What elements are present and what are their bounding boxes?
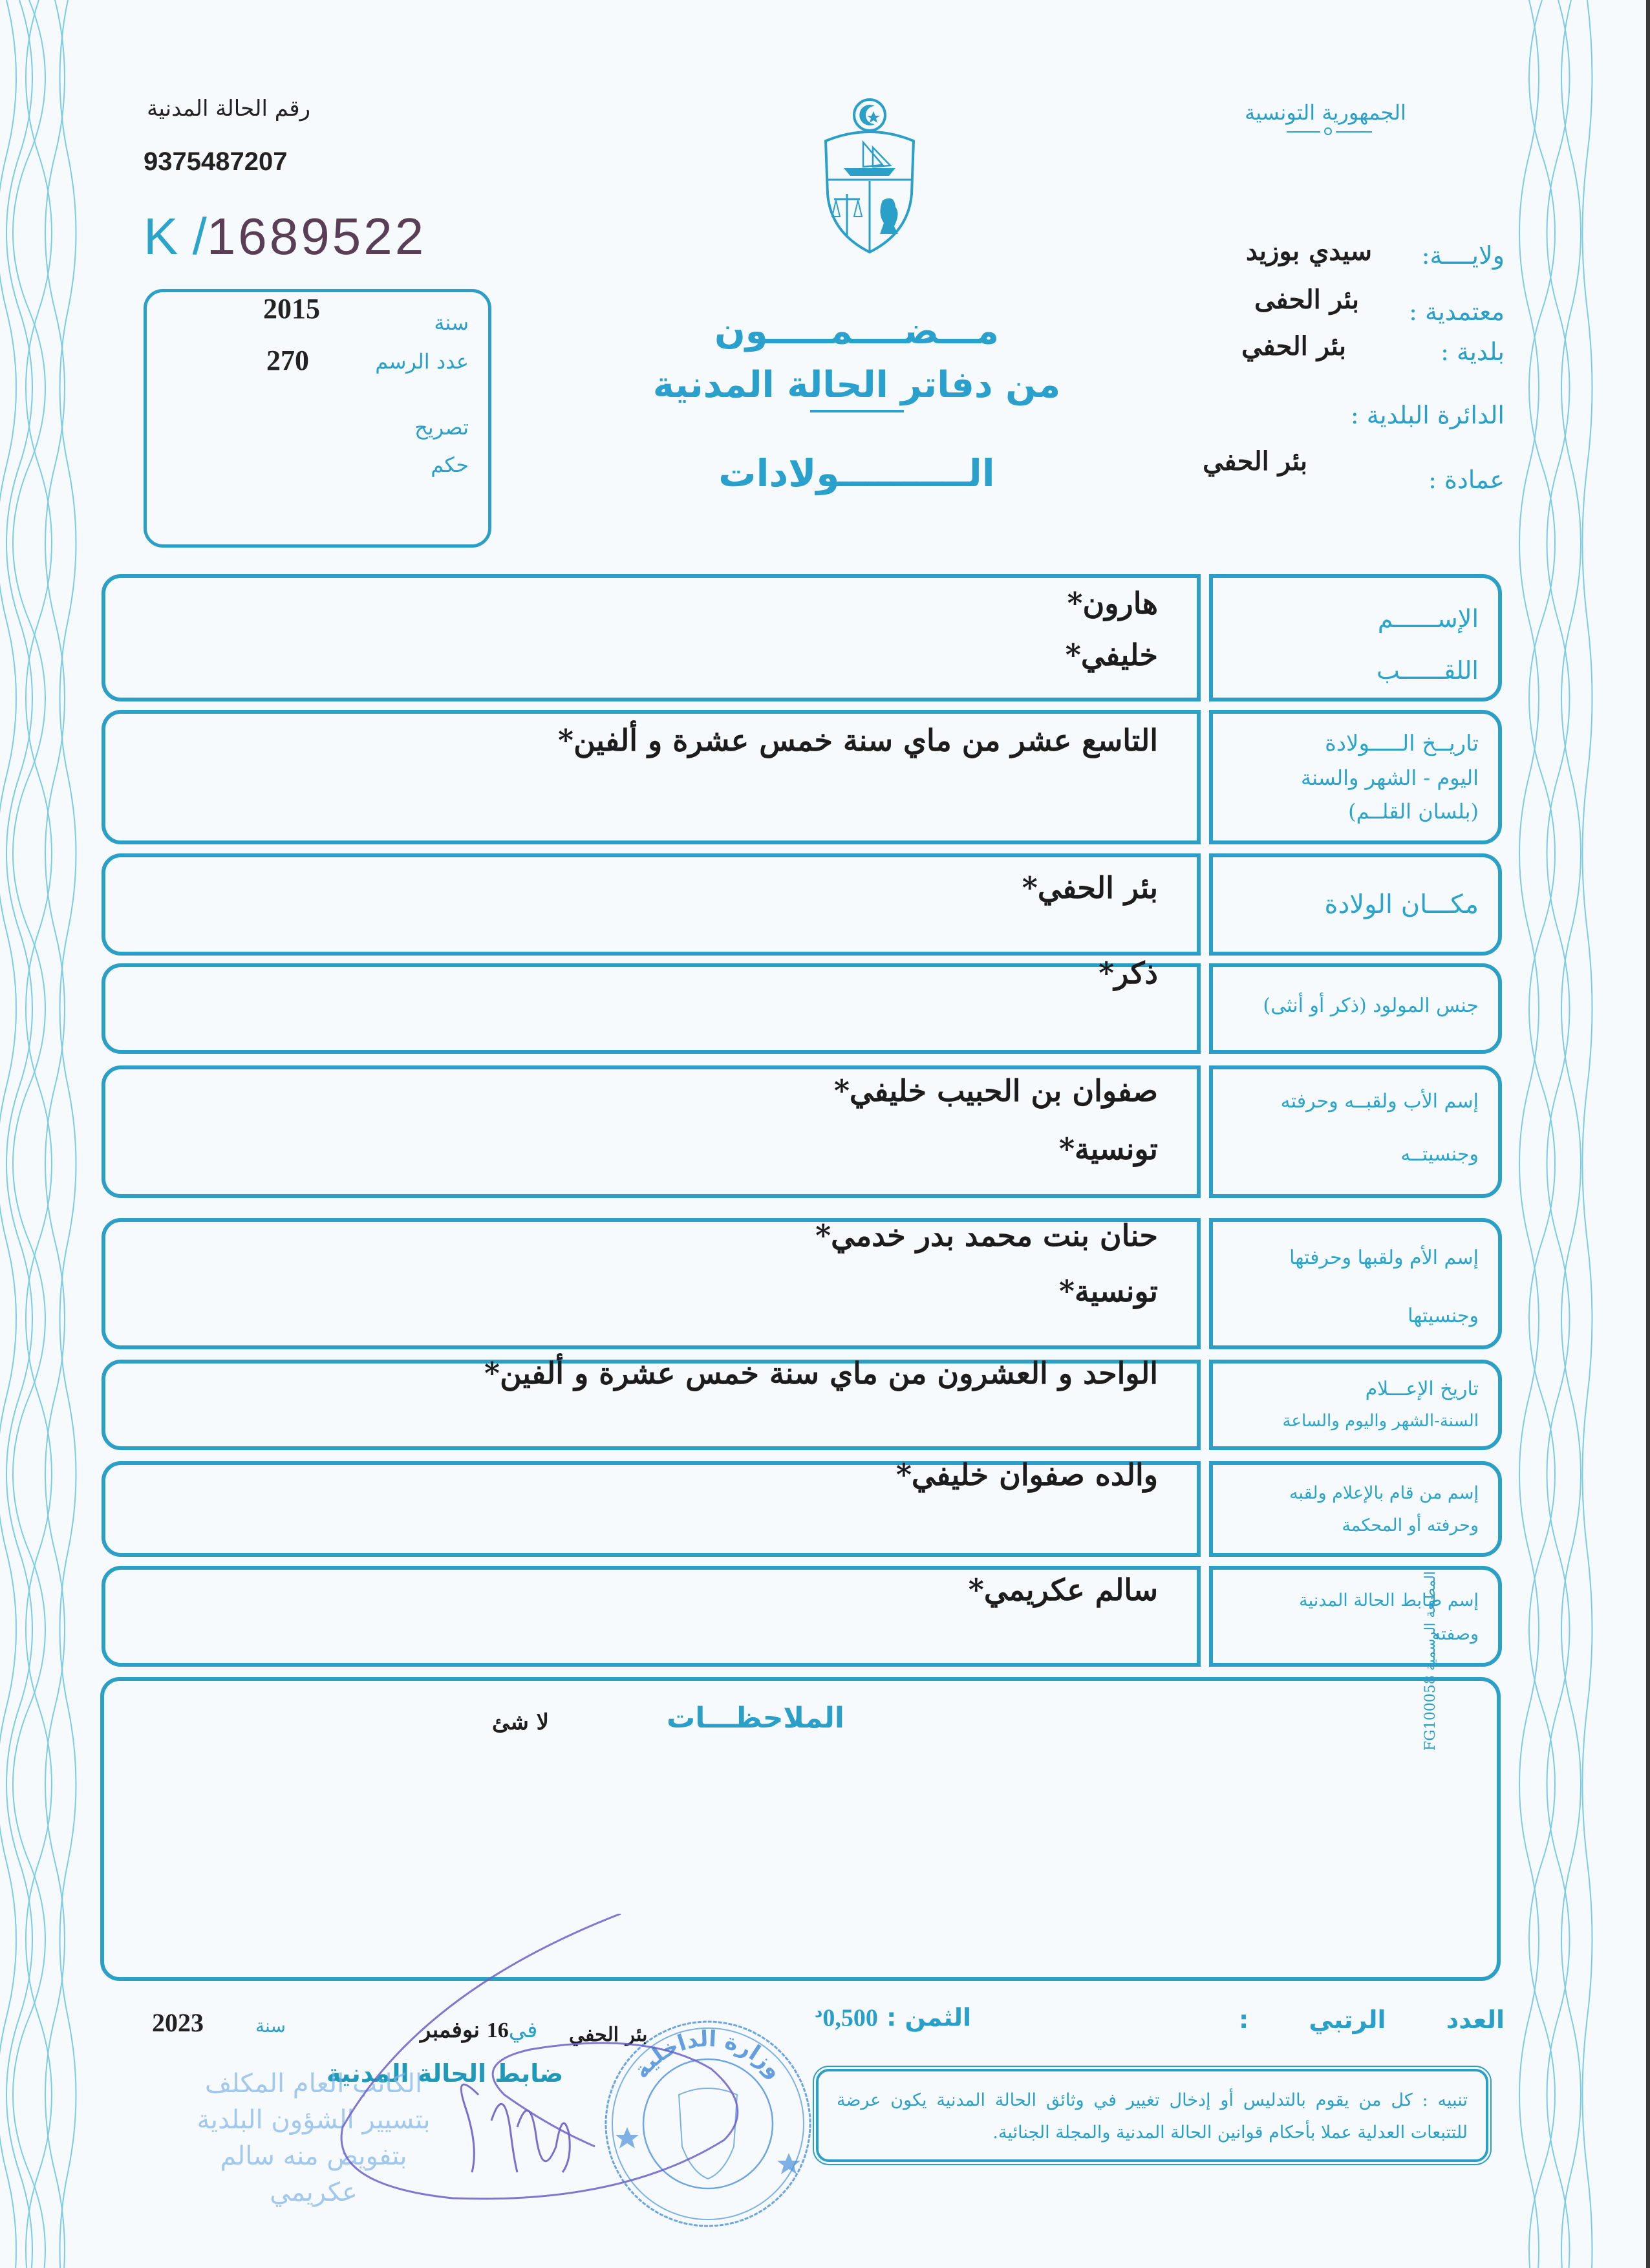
left-guilloche-border	[0, 0, 84, 2268]
declarant-value: والده صفوان خليفي*	[895, 1457, 1158, 1492]
mother-nationality-label: وجنسيتها	[1408, 1305, 1479, 1327]
mother-label: إسم الأم ولقبها وحرفتها	[1289, 1246, 1479, 1269]
row-officer-value-box	[102, 1566, 1201, 1667]
serial-number	[144, 207, 426, 266]
row-name-label-box	[1209, 574, 1502, 701]
row-declaration-date-label-box	[1209, 1360, 1502, 1450]
issue-year-label: سنة	[255, 2015, 286, 2037]
surname-label: اللقــــــب	[1376, 656, 1479, 685]
registry-year-label: سنة	[434, 310, 469, 335]
declarant-sublabel: وحرفته أو المحكمة	[1342, 1515, 1479, 1535]
sector-value: بئر الحفي	[1203, 446, 1307, 476]
serial-order-label: العدد الرتبي :	[1238, 2006, 1505, 2034]
municipality-label: بلدية :	[1441, 337, 1505, 366]
civil-status-number-label: رقم الحالة المدنية	[147, 96, 310, 122]
currency: د	[815, 2003, 823, 2021]
row-declarant-label-box	[1209, 1461, 1502, 1557]
warning-box	[816, 2069, 1488, 2162]
registry-box	[144, 289, 491, 548]
sector-label: عمادة :	[1428, 465, 1505, 494]
remarks-value: لا شئ	[492, 1709, 550, 1735]
declaration-date-value: الواحد و العشرون من ماي سنة خمس عشرة و ألفين*	[484, 1356, 1158, 1391]
row-sex-label-box	[1209, 963, 1502, 1054]
registry-year-value: 2015	[263, 293, 320, 325]
officer-title: ضابط الحالة المدنية	[327, 2059, 564, 2088]
printer-code: المطبعة الرسمية FG100058	[1422, 1571, 1439, 1751]
registry-declaration-label: تصريح	[414, 415, 469, 440]
mother-name-value: حنان بنت محمد بدر خدمي*	[815, 1218, 1158, 1253]
birth-date-sublabel: اليوم - الشهر والسنة	[1300, 765, 1479, 790]
officer-sublabel: وصفته	[1431, 1624, 1479, 1644]
authorization-stamp: الكاتب العام المكلف بتسيير الشؤون البلدية بتفويض منه سالم عكريمي	[197, 2069, 431, 2207]
title-line-1: مـــضــــمـــــون	[714, 310, 999, 352]
governorate-label: ولايــــة:	[1421, 241, 1505, 270]
issue-month: نوفمبر	[420, 2017, 480, 2043]
father-label: إسم الأب ولقبــه وحرفته	[1280, 1090, 1479, 1113]
father-nationality-label: وجنسيتــه	[1400, 1143, 1479, 1166]
birth-place-label: مكـــان الولادة	[1324, 890, 1479, 919]
scan-edge	[1646, 0, 1650, 2268]
serial-prefix: K /	[144, 208, 207, 265]
price-value: 0,500	[822, 2004, 878, 2032]
title-line-2: من دفاتر الحالة المدنية	[652, 364, 1061, 406]
declaration-date-sublabel: السنة-الشهر واليوم والساعة	[1282, 1411, 1479, 1431]
row-birth-place-label-box	[1209, 853, 1502, 956]
title-underline	[810, 410, 904, 412]
registry-record-number-label: عدد الرسم	[375, 349, 469, 374]
row-sex-value-box	[102, 956, 1201, 1054]
on-label: في	[508, 2017, 538, 2043]
declarant-label: إسم من قام بالإعلام ولقبه	[1289, 1483, 1479, 1503]
row-declaration-date-value-box	[102, 1356, 1201, 1450]
registry-record-number-value: 270	[266, 345, 309, 376]
father-name-value: صفوان بن الحبيب خليفي*	[833, 1073, 1158, 1108]
coat-of-arms-icon	[818, 97, 921, 259]
ministry-stamp-text: وزارة الداخلية	[628, 2026, 788, 2084]
republic-ornament	[1287, 127, 1372, 136]
price-label: الثمن :	[886, 2003, 971, 2032]
title-line-3: الــــــــــولادات	[718, 451, 995, 495]
first-name-label: الإســــــم	[1377, 604, 1479, 633]
mother-nationality-value: تونسية*	[1058, 1274, 1158, 1309]
first-name-value: هارون*	[1067, 586, 1158, 621]
row-father-value-box	[102, 1065, 1201, 1198]
registry-judgment-label: حكم	[431, 453, 469, 477]
governorate-value: سيدي بوزيد	[1245, 236, 1372, 266]
issue-place: بئر الحفي	[569, 2024, 648, 2046]
issue-year: 2023	[152, 2008, 204, 2037]
declaration-date-label: تاريخ الإعـــلام	[1365, 1378, 1479, 1400]
officer-value: سالم عكريمي*	[968, 1572, 1158, 1607]
municipality-value: بئر الحفي	[1241, 331, 1346, 361]
row-declarant-value-box	[102, 1457, 1201, 1557]
row-mother-label-box	[1209, 1218, 1502, 1349]
row-name-value-box	[102, 574, 1201, 701]
row-mother-value-box	[102, 1218, 1201, 1349]
birth-place-value: بئر الحفي*	[1022, 870, 1158, 905]
warning-text: تنبيه : كل من يقوم بالتدليس أو إدخال تغيير في وثائق الحالة المدنية يكون عرضة للتتبعات العدلية عملا بأحكام قوانين الحالة المدنية والمجلة الجنائية.	[837, 2090, 1468, 2143]
row-birth-date-label-box	[1209, 710, 1502, 844]
birth-date-in-words-label: (بلسان القلــم)	[1348, 799, 1479, 824]
document-title	[614, 310, 1099, 495]
right-guilloche-border	[1516, 0, 1600, 2268]
father-nationality-value: تونسية*	[1058, 1131, 1158, 1166]
delegation-label: معتمدية :	[1409, 297, 1505, 326]
sex-value: ذكر*	[1098, 956, 1158, 990]
serial-digits: 1689522	[206, 208, 427, 265]
remarks-label: الملاحظـــات	[667, 1702, 844, 1735]
surname-value: خليفي*	[1065, 637, 1158, 672]
municipal-district-label: الدائرة البلدية :	[1350, 401, 1505, 429]
row-birth-date-value-box	[102, 710, 1201, 844]
civil-status-number: 9375487207	[144, 147, 288, 176]
birth-date-label: تاريــخ الـــــولادة	[1325, 731, 1479, 756]
row-birth-place-value-box	[102, 853, 1201, 956]
delegation-value: بئر الحفى	[1254, 284, 1359, 315]
officer-signature	[259, 1914, 841, 2224]
birth-date-value: التاسع عشر من ماي سنة خمس عشرة و ألفين*	[558, 723, 1158, 758]
sex-label: جنس المولود (ذكر أو أنثى)	[1263, 994, 1479, 1017]
row-officer-label-box	[1209, 1566, 1502, 1667]
row-father-label-box	[1209, 1065, 1502, 1198]
republic-title: الجمهورية التونسية	[1245, 100, 1406, 125]
officer-label: إسم ضابط الحالة المدنية	[1299, 1590, 1479, 1610]
issue-day: 16	[486, 2018, 509, 2042]
